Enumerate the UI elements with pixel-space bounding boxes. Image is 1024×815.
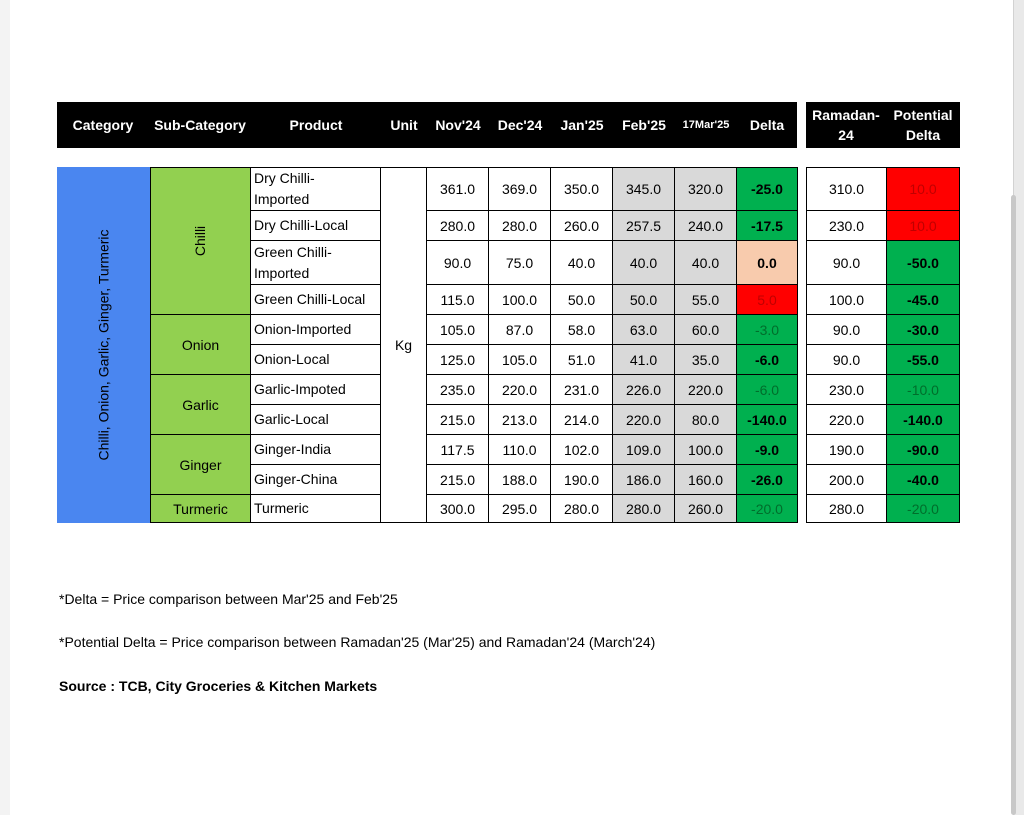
product-cell: Onion-Local — [250, 344, 381, 375]
potential-delta-value: 10.0 — [886, 210, 960, 241]
jan-value: 102.0 — [550, 434, 613, 465]
dec-value: 220.0 — [488, 374, 551, 405]
header-potential-line1: Potential — [893, 107, 953, 123]
delta-footnote: *Delta = Price comparison between Mar'25 and Feb'25 — [59, 591, 398, 607]
ramadan-value: 310.0 — [806, 167, 887, 211]
subcategory-ginger: Ginger — [150, 434, 251, 495]
delta-value: -17.5 — [736, 210, 798, 241]
delta-value: 5.0 — [736, 284, 798, 315]
jan-value: 350.0 — [550, 167, 613, 211]
potential-delta-value: -10.0 — [886, 374, 960, 405]
mar-value: 55.0 — [674, 284, 737, 315]
unit-cell: Kg — [380, 167, 427, 523]
jan-value: 51.0 — [550, 344, 613, 375]
delta-value: 0.0 — [736, 240, 798, 285]
dec-value: 110.0 — [488, 434, 551, 465]
ramadan-value: 90.0 — [806, 314, 887, 345]
header-ramadan24 — [806, 102, 886, 148]
nov-value: 90.0 — [426, 240, 489, 285]
header-potential-line2: Delta — [905, 127, 941, 143]
potential-delta-value: -55.0 — [886, 344, 960, 375]
feb-value: 345.0 — [612, 167, 675, 211]
header-delta: Delta — [749, 117, 785, 133]
nov-value: 115.0 — [426, 284, 489, 315]
subcategory-onion: Onion — [150, 314, 251, 375]
header-category: Category — [72, 117, 134, 133]
product-cell: Garlic-Local — [250, 404, 381, 435]
potential-delta-value: -40.0 — [886, 464, 960, 495]
nov-value: 125.0 — [426, 344, 489, 375]
feb-value: 40.0 — [612, 240, 675, 285]
nov-value: 300.0 — [426, 494, 489, 523]
ramadan-value: 220.0 — [806, 404, 887, 435]
delta-value: -6.0 — [736, 374, 798, 405]
jan-value: 190.0 — [550, 464, 613, 495]
feb-value: 41.0 — [612, 344, 675, 375]
mar-value: 320.0 — [674, 167, 737, 211]
product-cell: Turmeric — [250, 494, 381, 523]
header-ramadan24-line1: Ramadan- — [812, 107, 880, 123]
header-dec24: Dec'24 — [497, 117, 543, 133]
ramadan-value: 190.0 — [806, 434, 887, 465]
product-line2: Imported — [254, 264, 310, 281]
mar-value: 35.0 — [674, 344, 737, 375]
product-line1: Dry Chilli- — [254, 170, 315, 186]
header-jan25: Jan'25 — [560, 117, 604, 133]
nov-value: 215.0 — [426, 404, 489, 435]
product-cell: Garlic-Impoted — [250, 374, 381, 405]
delta-value: -140.0 — [736, 404, 798, 435]
jan-value: 260.0 — [550, 210, 613, 241]
feb-value: 186.0 — [612, 464, 675, 495]
mar-value: 240.0 — [674, 210, 737, 241]
ramadan-value: 100.0 — [806, 284, 887, 315]
subcategory-garlic: Garlic — [150, 374, 251, 435]
source-note: Source : TCB, City Groceries & Kitchen Markets — [59, 678, 378, 694]
mar-value: 260.0 — [674, 494, 737, 523]
nov-value: 361.0 — [426, 167, 489, 211]
product-line1: Green Chilli- — [254, 243, 332, 260]
product-cell — [250, 240, 381, 285]
product-cell — [250, 167, 381, 211]
ramadan-value: 90.0 — [806, 240, 887, 285]
product-cell: Ginger-China — [250, 464, 381, 495]
mar-value: 220.0 — [674, 374, 737, 405]
delta-value: -3.0 — [736, 314, 798, 345]
potential-delta-footnote: *Potential Delta = Price comparison between Ramadan'25 (Mar'25) and Ramadan'24 (March'24) — [59, 634, 656, 650]
potential-delta-value: 10.0 — [886, 167, 960, 211]
potential-delta-value: -30.0 — [886, 314, 960, 345]
header-ramadan24-line2: 24 — [838, 127, 854, 143]
delta-value: -25.0 — [736, 167, 798, 211]
product-cell: Green Chilli-Local — [250, 284, 381, 315]
feb-value: 63.0 — [612, 314, 675, 345]
dec-value: 188.0 — [488, 464, 551, 495]
potential-delta-value: -140.0 — [886, 404, 960, 435]
header-product: Product — [289, 117, 343, 133]
jan-value: 58.0 — [550, 314, 613, 345]
jan-value: 40.0 — [550, 240, 613, 285]
feb-value: 220.0 — [612, 404, 675, 435]
delta-value: -20.0 — [736, 494, 798, 523]
table-header — [57, 102, 797, 148]
feb-value: 257.5 — [612, 210, 675, 241]
category-label: Chilli, Onion, Garlic, Ginger, Turmeric — [95, 229, 112, 461]
header-potential-delta — [886, 102, 960, 148]
delta-value: -26.0 — [736, 464, 798, 495]
product-line2: Imported — [254, 191, 310, 207]
product-cell: Ginger-India — [250, 434, 381, 465]
potential-delta-value: -20.0 — [886, 494, 960, 523]
feb-value: 280.0 — [612, 494, 675, 523]
delta-value: -6.0 — [736, 344, 798, 375]
dec-value: 87.0 — [488, 314, 551, 345]
table-header-right — [806, 102, 960, 148]
jan-value: 50.0 — [550, 284, 613, 315]
potential-delta-value: -45.0 — [886, 284, 960, 315]
jan-value: 214.0 — [550, 404, 613, 435]
nov-value: 280.0 — [426, 210, 489, 241]
category-cell — [57, 167, 150, 523]
nov-value: 105.0 — [426, 314, 489, 345]
ramadan-value: 90.0 — [806, 344, 887, 375]
ramadan-value: 200.0 — [806, 464, 887, 495]
nov-value: 117.5 — [426, 434, 489, 465]
dec-value: 280.0 — [488, 210, 551, 241]
dec-value: 213.0 — [488, 404, 551, 435]
scrollbar-thumb[interactable] — [1011, 195, 1016, 815]
header-nov24: Nov'24 — [435, 117, 481, 133]
mar-value: 40.0 — [674, 240, 737, 285]
dec-value: 369.0 — [488, 167, 551, 211]
dec-value: 75.0 — [488, 240, 551, 285]
subcategory-chilli-label: Chilli — [192, 225, 209, 257]
subcategory-chilli — [150, 167, 251, 315]
mar-value: 100.0 — [674, 434, 737, 465]
jan-value: 231.0 — [550, 374, 613, 405]
nov-value: 215.0 — [426, 464, 489, 495]
jan-value: 280.0 — [550, 494, 613, 523]
feb-value: 109.0 — [612, 434, 675, 465]
potential-delta-value: -50.0 — [886, 240, 960, 285]
header-subcategory: Sub-Category — [154, 117, 246, 133]
product-cell: Onion-Imported — [250, 314, 381, 345]
mar-value: 160.0 — [674, 464, 737, 495]
dec-value: 105.0 — [488, 344, 551, 375]
delta-value: -9.0 — [736, 434, 798, 465]
ramadan-value: 230.0 — [806, 374, 887, 405]
nov-value: 235.0 — [426, 374, 489, 405]
product-cell: Dry Chilli-Local — [250, 210, 381, 241]
ramadan-value: 280.0 — [806, 494, 887, 523]
ramadan-value: 230.0 — [806, 210, 887, 241]
potential-delta-value: -90.0 — [886, 434, 960, 465]
header-feb25: Feb'25 — [622, 117, 666, 133]
subcategory-turmeric: Turmeric — [150, 494, 251, 523]
mar-value: 60.0 — [674, 314, 737, 345]
dec-value: 100.0 — [488, 284, 551, 315]
dec-value: 295.0 — [488, 494, 551, 523]
header-mar25: 17Mar'25 — [682, 119, 730, 131]
header-unit: Unit — [390, 117, 418, 133]
mar-value: 80.0 — [674, 404, 737, 435]
feb-value: 226.0 — [612, 374, 675, 405]
feb-value: 50.0 — [612, 284, 675, 315]
